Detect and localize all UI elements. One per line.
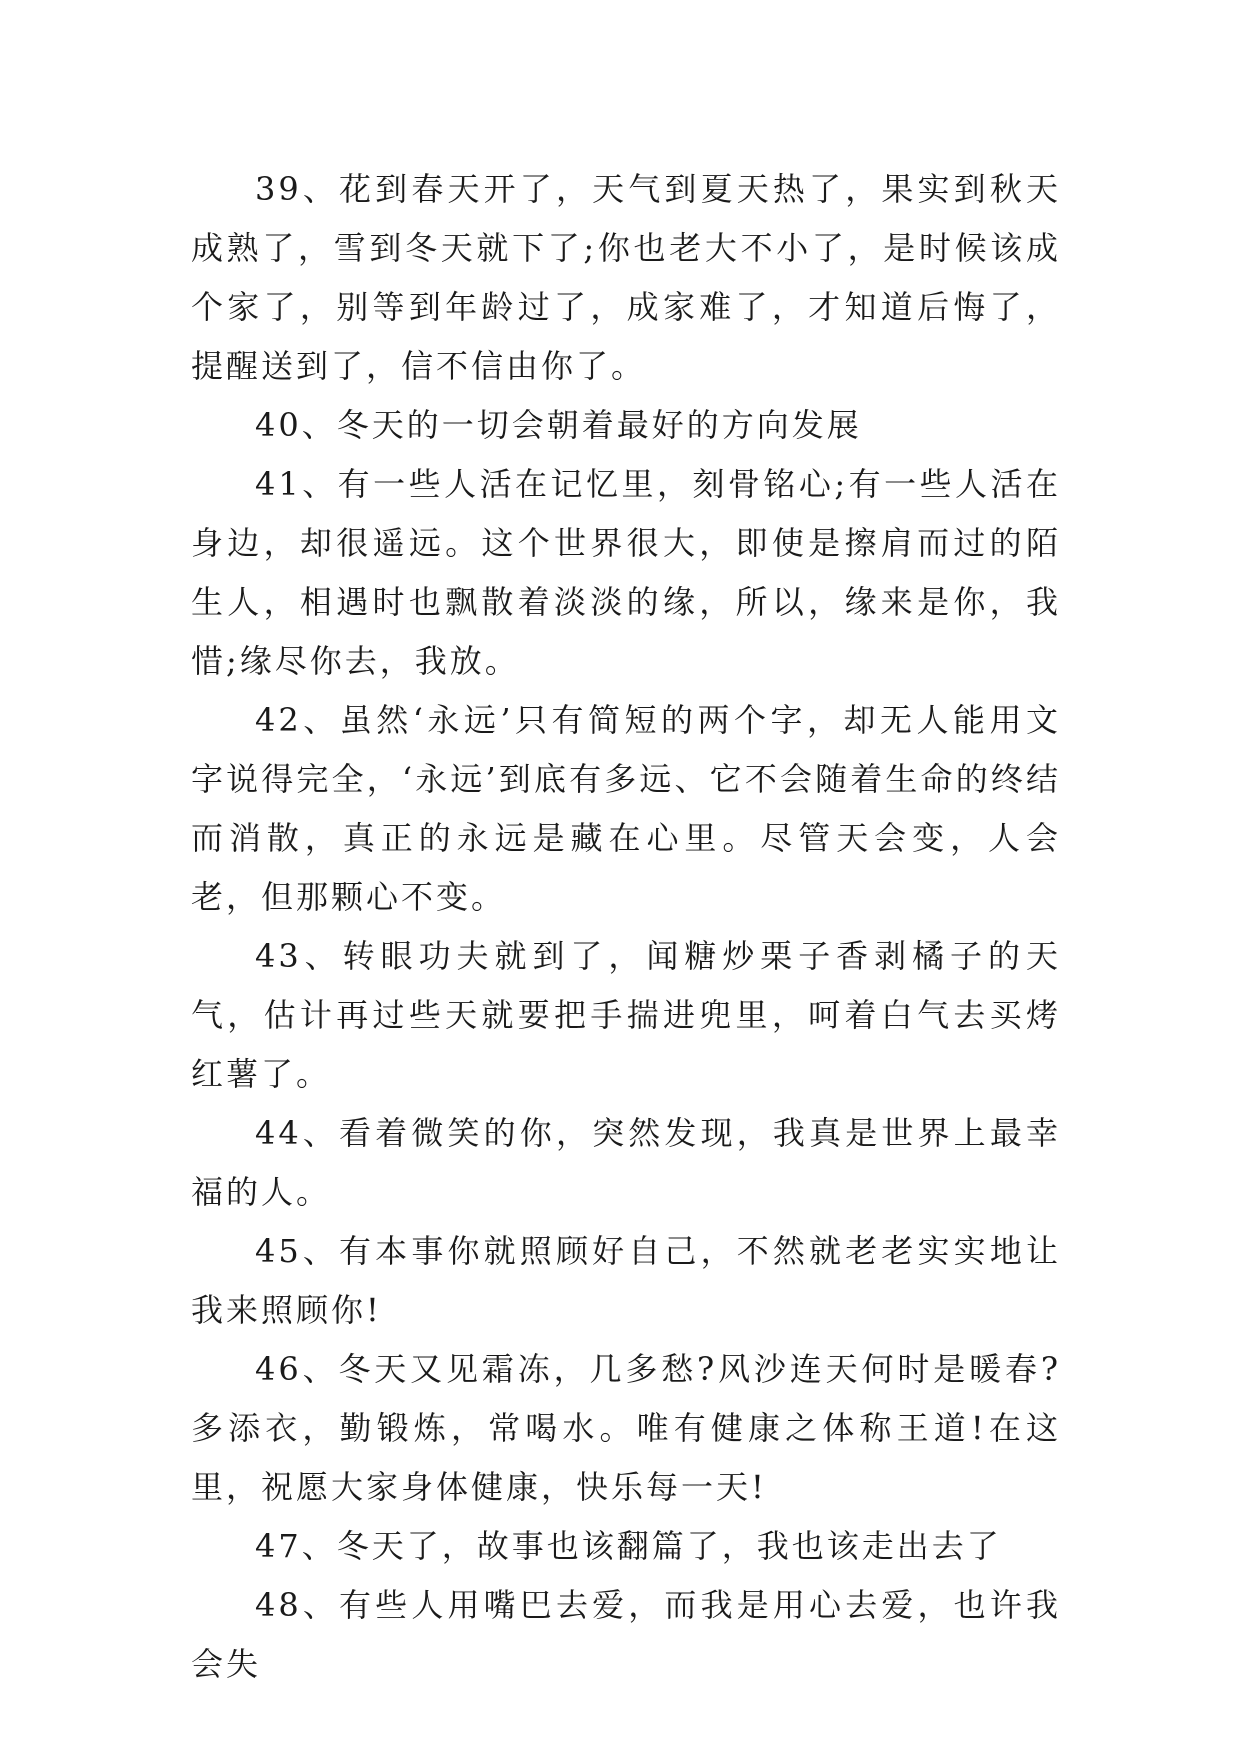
paragraph-40: 40、冬天的一切会朝着最好的方向发展 bbox=[255, 406, 862, 444]
paragraph-39: 39、花到春天开了，天气到夏天热了，果实到秋天成熟了，雪到冬天就下了;你也老大不小了，是时候该成个家了，别等到年龄过了，成家难了，才知道后悔了，提醒送到了，信不信由你了。 bbox=[191, 170, 1061, 385]
paragraph-48: 48、有些人用嘴巴去爱，而我是用心去爱，也许我会失 bbox=[191, 1586, 1061, 1683]
paragraph-43: 43、转眼功夫就到了，闻糖炒栗子香剥橘子的天气，估计再过些天就要把手揣进兜里，呵着白气去买烤红薯了。 bbox=[191, 937, 1061, 1093]
paragraph-42: 42、虽然‘永远’只有简短的两个字，却无人能用文字说得完全，‘永远’到底有多远、它不会随着生命的终结而消散，真正的永远是藏在心里。尽管天会变，人会老，但那颗心不变。 bbox=[191, 701, 1061, 916]
paragraph-45: 45、有本事你就照顾好自己，不然就老老实实地让我来照顾你! bbox=[191, 1232, 1061, 1329]
paragraph-46: 46、冬天又见霜冻，几多愁?风沙连天何时是暖春?多添衣，勤锻炼，常喝水。唯有健康之体称王道!在这里，祝愿大家身体健康，快乐每一天! bbox=[191, 1350, 1061, 1506]
paragraph-41: 41、有一些人活在记忆里，刻骨铭心;有一些人活在身边，却很遥远。这个世界很大，即使是擦肩而过的陌生人，相遇时也飘散着淡淡的缘，所以，缘来是你，我惜;缘尽你去，我放。 bbox=[191, 465, 1061, 680]
paragraph-47: 47、冬天了，故事也该翻篇了，我也该走出去了 bbox=[255, 1527, 1002, 1565]
paragraph-44: 44、看着微笑的你，突然发现，我真是世界上最幸福的人。 bbox=[191, 1114, 1061, 1211]
document-body bbox=[191, 160, 1061, 1694]
